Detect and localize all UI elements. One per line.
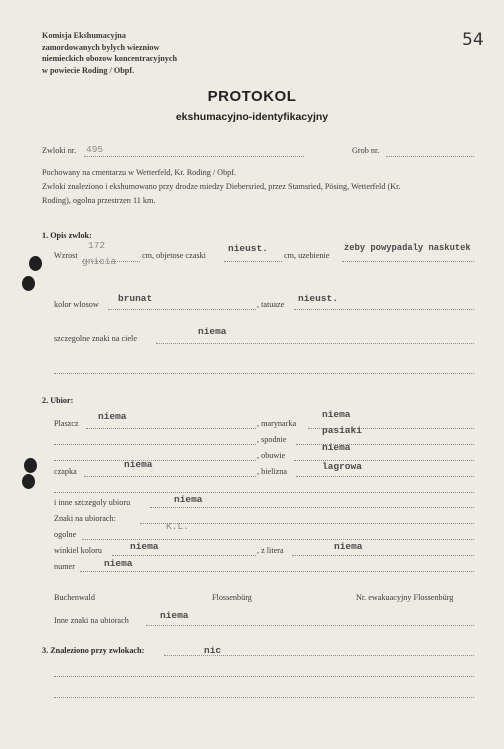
inne-znaki-line xyxy=(146,625,474,626)
grob-label: Grob nr. xyxy=(352,146,380,155)
flossenburg-label: Flossenbürg xyxy=(212,593,252,602)
section3-blank-line-1 xyxy=(54,676,474,677)
litera-label: , z litera xyxy=(257,546,284,555)
ubior-blank-line xyxy=(54,492,474,493)
spodnie-value: pasiaki xyxy=(322,425,362,436)
numer-line xyxy=(80,571,474,572)
inne-znaki-label: Inne znaki na ubiorach xyxy=(54,616,129,625)
header-line-3: niemieckich obozow koncentracyjnych xyxy=(42,54,178,63)
znaki-cialo-value: niema xyxy=(198,326,227,337)
obuwie-value: niema xyxy=(322,442,351,453)
wzrost-label: Wzrost xyxy=(54,251,78,260)
punch-hole xyxy=(22,276,35,291)
ewakuacyjny-label: Nr. ewakuacyjny Flossenbürg xyxy=(356,593,454,602)
wzrost-value: 172 xyxy=(88,240,106,251)
znaki-cialo-label: szczegolne znaki na ciele xyxy=(54,334,137,343)
section3-value: nic xyxy=(204,645,222,656)
ogolne-line xyxy=(82,539,474,540)
found-line-1: Zwloki znaleziono i ekshumowano przy drodze miedzy Diebersried, przez Stamsried, Pösing, Wetterfeld (Kr. xyxy=(42,182,401,191)
header-line-1: Komisja Ekshumacyjna xyxy=(42,31,126,40)
punch-hole xyxy=(24,458,37,473)
tatuaze-value: nieust. xyxy=(298,293,338,304)
section1-blank-line xyxy=(54,373,474,374)
obuwie-line xyxy=(294,460,474,461)
kolor-line xyxy=(108,309,256,310)
uzebienie-line xyxy=(342,261,474,262)
uzebienie-value: zeby powypadaly naskutek xyxy=(344,243,471,253)
punch-hole xyxy=(22,474,35,489)
buchenwald-label: Buchenwald xyxy=(54,593,95,602)
czaszka-value: nieust. xyxy=(228,243,268,254)
numer-label: numer xyxy=(54,562,75,571)
litera-value: niema xyxy=(334,541,363,552)
znaki-ubior-line xyxy=(140,523,474,524)
commission-header xyxy=(42,30,177,76)
plaszcz-label: Plaszcz xyxy=(54,419,79,428)
found-line-2: Roding), ogolna przestrzen 11 km. xyxy=(42,196,156,205)
marynarka-value: niema xyxy=(322,409,351,420)
section3-heading: 3. Znaleziono przy zwlokach: xyxy=(42,646,145,655)
kolor-value: brunat xyxy=(118,293,153,304)
wzrost-note: gnicia xyxy=(82,256,117,267)
uzebienie-label: cm, uzebienie xyxy=(284,251,330,260)
bielizna-label: , bielizna xyxy=(257,467,288,476)
znaki-ubior-label: Znaki na ubiorach: xyxy=(54,514,116,523)
tatuaze-line xyxy=(294,309,474,310)
winkiel-value: niema xyxy=(130,541,159,552)
bielizna-value: lagrowa xyxy=(322,461,362,472)
ogolne-value: K.L. xyxy=(166,521,189,532)
spodnie-blank-line xyxy=(54,444,256,445)
section2-heading: 2. Ubior: xyxy=(42,396,74,405)
document-subtitle: ekshumacyjno-identyfikacyjny xyxy=(175,111,329,123)
czaszka-line xyxy=(224,261,282,262)
winkiel-line xyxy=(112,555,256,556)
winkiel-label: winkiel koloru xyxy=(54,546,102,555)
cm-label: cm, objetose czaski xyxy=(142,251,206,260)
page-number: 54 xyxy=(462,30,484,50)
punch-hole xyxy=(29,256,42,271)
section1-heading: 1. Opis zwlok: xyxy=(42,231,92,240)
section3-blank-line-2 xyxy=(54,697,474,698)
obuwie-blank-line xyxy=(54,460,256,461)
tatuaze-label: , tatuaze xyxy=(257,300,285,309)
grob-line xyxy=(386,156,474,157)
inne-label: i inne szczegoly ubioru xyxy=(54,498,131,507)
inne-line xyxy=(150,507,474,508)
ogolne-label: ogolne xyxy=(54,530,77,539)
inne-value: niema xyxy=(174,494,203,505)
znaki-cialo-line xyxy=(156,343,474,344)
czapka-line xyxy=(84,476,256,477)
buried-text: Pochowany na cmentarzu w Wetterfeld, Kr. Roding / Obpf. xyxy=(42,168,237,177)
header-line-4: w powiecie Roding / Obpf. xyxy=(42,65,135,75)
plaszcz-line xyxy=(86,428,256,429)
zwloki-line xyxy=(84,156,304,157)
inne-znaki-value: niema xyxy=(160,610,189,621)
zwloki-label: Zwloki nr. xyxy=(42,146,77,155)
kolor-label: kolor wlosow xyxy=(54,300,99,309)
czapka-value: niema xyxy=(124,459,153,470)
czapka-label: czapka xyxy=(54,467,77,476)
zwloki-value: 495 xyxy=(86,144,104,155)
marynarka-label: , marynarka xyxy=(257,419,297,428)
bielizna-line xyxy=(296,476,474,477)
numer-value: niema xyxy=(104,558,133,569)
spodnie-label: , spodnie xyxy=(257,435,287,444)
header-line-2: zamordowanych bylych wiezniow xyxy=(42,42,160,52)
document-title: PROTOKOL xyxy=(207,88,297,105)
obuwie-label: , obuwie xyxy=(257,451,286,460)
litera-line xyxy=(292,555,474,556)
plaszcz-value: niema xyxy=(98,411,127,422)
